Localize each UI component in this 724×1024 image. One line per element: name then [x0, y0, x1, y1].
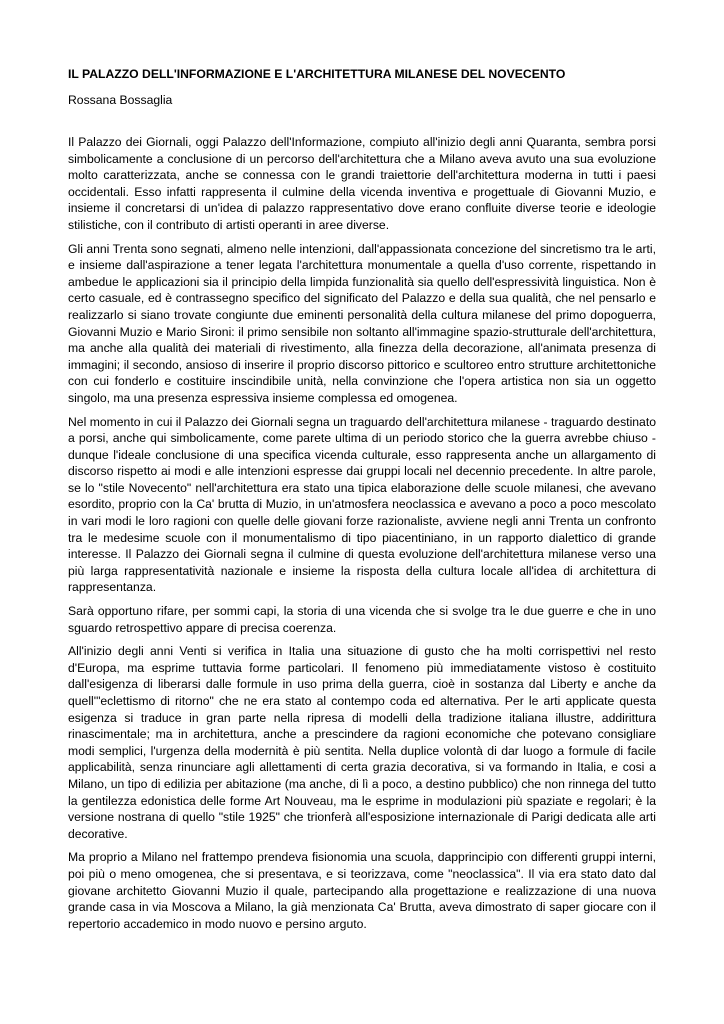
document-page [68, 66, 656, 939]
paragraph-2: Gli anni Trenta sono segnati, almeno nelle intenzioni, dall'appassionata concezione del sincretismo tra le arti, e insieme dall'aspirazione a tener legata l'architettura monumentale a quella d'uso corrente, rispettando in ambedue le applicazioni sia il principio della limpida funzionalità sia quello dell'espressività linguistica. Non è certo casuale, ed è contrassegno specifico del significato del Palazzo e della sua qualità, che nel pensarlo e realizzarlo si siano trovate congiunte due eminenti personalità della cultura milanese del primo dopoguerra, Giovanni Muzio e Mario Sironi: il primo sensibile non soltanto all'immagine spazio-strutturale dell'architettura, ma anche alla qualità dei materiali di rivestimento, alla finezza della decorazione, all'animata presenza di immagini; il secondo, ansioso di inserire il proprio discorso pittorico e scultoreo entro strutture architettoniche con cui fonderlo e costituire inscindibile unità, nella convinzione che l'opera artistica non sia un oggetto singolo, ma una presenza espressiva insieme complessa ed omogenea. [68, 241, 656, 405]
document-title: IL PALAZZO DELL'INFORMAZIONE E L'ARCHITETTURA MILANESE DEL NOVECENTO [68, 67, 566, 81]
paragraph-1: Il Palazzo dei Giornali, oggi Palazzo dell'Informazione, compiuto all'inizio degli anni Quaranta, sembra porsi simbolicamente a conclusione di un percorso dell'architettura che a Milano aveva avuto una sua evoluzione molto caratterizzata, anche se connessa con le grandi traiettorie dell'architettura moderna in tutti i paesi occidentali. Esso infatti rappresenta il culmine della vicenda inventiva e progettuale di Giovanni Muzio, e insieme il concretarsi di un'idea di palazzo rappresentativo dove erano confluite diverse teorie e ideologie stilistiche, con il contributo di artisti operanti in aree diverse. [68, 135, 656, 232]
document-body [68, 134, 656, 932]
document-author: Rossana Bossaglia [68, 93, 173, 107]
paragraph-3: Nel momento in cui il Palazzo dei Giornali segna un traguardo dell'architettura milanese - traguardo destinato a porsi, anche qui simbolicamente, come parete ultima di un periodo storico che la guerra avrebbe chiuso - dunque l'ideale conclusione di una specifica vicenda culturale, esso rappresenta anche un allargamento di discorso rispetto ai modi e alle intenzioni espresse dai gruppi locali nel decennio precedente. In altre parole, se lo "stile Novecento" nell'architettura era stato una tipica elaborazione delle scuole milanesi, che avevano esordito, proprio con la Ca' brutta di Muzio, in un'atmosfera neoclassica e avevano a poco a poco mescolato in vari modi le loro ragioni con quelle delle giovani forze razionaliste, avviene negli anni Trenta un confronto tra le medesime scuole con il monumentalismo di tipo piacentiniano, in un rapporto dialettico di grande interesse. Il Palazzo dei Giornali segna il culmine di questa evoluzione dell'architettura milanese verso una più larga rappresentatività nazionale e insieme la risposta della cultura locale all'idea di architettura di rappresentanza. [68, 414, 656, 595]
paragraph-4: Sarà opportuno rifare, per sommi capi, la storia di una vicenda che si svolge tra le due guerre e che in uno sguardo retrospettivo appare di precisa coerenza. [68, 604, 656, 635]
paragraph-6: Ma proprio a Milano nel frattempo prendeva fisionomia una scuola, dapprincipio con differenti gruppi interni, poi più o meno omogenea, che si presentava, e si teorizzava, come "neoclassica". Il via era stato dato dal giovane architetto Giovanni Muzio il quale, partecipando alla progettazione e realizzazione di una nuova grande casa in via Moscova a Milano, la già menzionata Ca' Brutta, aveva dimostrato di saper giocare con il repertorio accademico in modo nuovo e persino arguto. [68, 850, 656, 931]
paragraph-5: All'inizio degli anni Venti si verifica in Italia una situazione di gusto che ha molti corrispettivi nel resto d'Europa, ma esprime tuttavia forme particolari. Il fenomeno più immediatamente vistoso è costituito dall'esigenza di liberarsi dalle formule in uso prima della guerra, cioè in sostanza dal Liberty e anche da quell'"eclettismo di ritorno" che ne era stato al contempo coda ed alternativa. Per le arti applicate questa esigenza si traduce in gran parte nella ripresa di modelli della tradizione italiana illustre, addirittura rinascimentale; ma in architettura, anche a prescindere da ragioni economiche che potevano consigliare modi semplici, l'urgenza della modernità è più sentita. Nella duplice volontà di dar luogo a formule di facile applicabilità, senza rinunciare agli allettamenti di certa grazia decorativa, si va formando in Italia, e cosi a Milano, un tipo di edilizia per abitazione (ma anche, di lì a poco, a destino pubblico) che non rinnega del tutto la gentilezza edonistica delle forme Art Nouveau, ma le esprime in modulazioni più spaziate e regolari; è la versione nostrana di quello "stile 1925" che trionferà all'esposizione internazionale di Parigi dedicata alle arti decorative. [68, 644, 656, 841]
